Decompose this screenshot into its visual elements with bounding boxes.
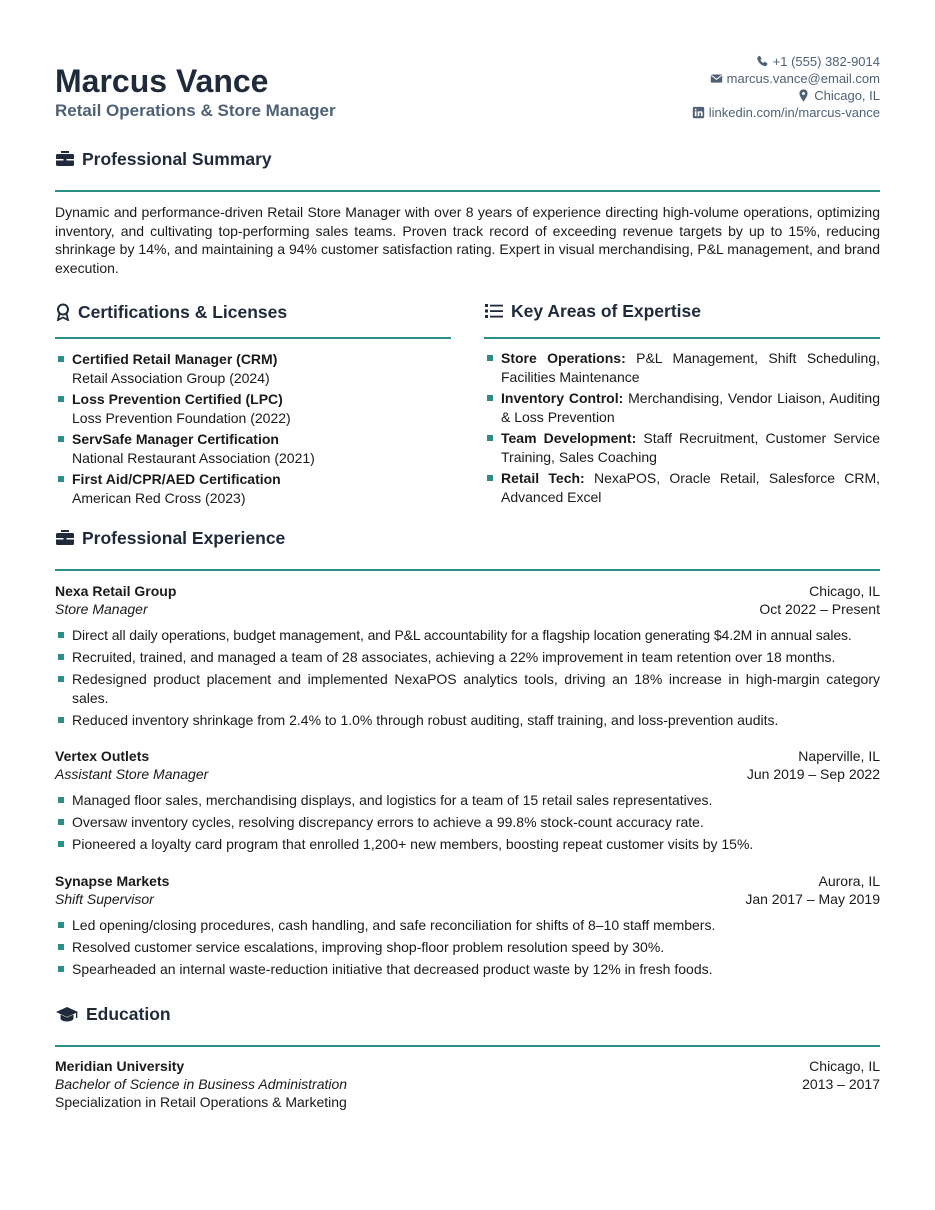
education-note: Specialization in Retail Operations & Marketing (55, 1094, 347, 1110)
job-role: Store Manager (55, 601, 148, 617)
summary-text: Dynamic and performance-driven Retail Store Manager with over 8 years of experience directing high-volume operations, optimizing inventory, and cultivating top-performing sales teams. Proven track record of exceeding revenue targets by up to 15%, reducing shrinkage by 14%, and maintaining a 94% customer satisfaction rating. Expert in visual merchandising, P&L management, and brand execution. (55, 204, 880, 276)
job-bullets (55, 791, 880, 854)
summary-rule (55, 190, 880, 192)
list-icon (484, 302, 504, 320)
envelope-icon (710, 72, 723, 85)
summary-title: Professional Summary (82, 148, 272, 169)
expertise-list (484, 349, 880, 509)
job-bullet: Oversaw inventory cycles, resolving discrepancy errors to achieve a 99.8% stock-count accuracy rate. (55, 813, 880, 832)
expertise-item (484, 469, 880, 506)
job-bullet: Reduced inventory shrinkage from 2.4% to 1.0% through robust auditing, staff training, and loss-prevention audits. (55, 711, 880, 730)
experience-heading (55, 526, 285, 550)
job-entry (55, 582, 880, 733)
expertise-title: Key Areas of Expertise (511, 300, 701, 321)
education-heading (55, 1002, 171, 1026)
expertise-text: Staff Recruitment, Customer Service Training, Sales Coaching (501, 430, 880, 465)
contact-phone[interactable] (692, 53, 880, 70)
linkedin-icon (692, 106, 705, 119)
location-pin-icon (797, 89, 810, 102)
expertise-text: Merchandising, Vendor Liaison, Auditing & Loss Prevention (501, 390, 881, 425)
cert-name: First Aid/CPR/AED Certification (72, 471, 281, 487)
cert-org: Loss Prevention Foundation (2022) (72, 409, 291, 426)
job-entry (55, 872, 880, 982)
school-location: Chicago, IL (809, 1058, 880, 1074)
job-location: Aurora, IL (818, 873, 880, 889)
expertise-label: Team Development: (501, 430, 637, 446)
cert-item (55, 350, 451, 387)
cert-item (55, 470, 451, 507)
expertise-text: P&L Management, Shift Scheduling, Facilities Maintenance (501, 350, 880, 385)
briefcase-icon (55, 529, 75, 547)
education-dates: 2013 – 2017 (802, 1076, 880, 1092)
job-bullet: Led opening/closing procedures, cash handling, and safe reconciliation for shifts of 8–10 staff members. (55, 916, 880, 935)
job-bullet: Pioneered a loyalty card program that enrolled 1,200+ new members, boosting repeat customer visits by 15%. (55, 835, 880, 854)
job-dates: Jun 2019 – Sep 2022 (746, 766, 880, 782)
certifications-heading (55, 300, 287, 324)
cert-org: National Restaurant Association (2021) (72, 449, 315, 466)
email-text: marcus.vance@email.com (726, 71, 880, 86)
job-bullet: Recruited, trained, and managed a team of 28 associates, achieving a 22% improvement in team retention over 18 months. (55, 648, 880, 667)
job-company: Nexa Retail Group (55, 583, 177, 599)
cert-item (55, 430, 451, 467)
education-entry (55, 1057, 880, 1111)
school-name: Meridian University (55, 1058, 185, 1074)
contact-block (692, 53, 880, 121)
job-company: Vertex Outlets (55, 748, 150, 764)
cert-org: American Red Cross (2023) (72, 489, 246, 506)
education-rule (55, 1045, 880, 1047)
job-dates: Jan 2017 – May 2019 (745, 891, 880, 907)
cert-name: Loss Prevention Certified (LPC) (72, 391, 283, 407)
job-entry (55, 747, 880, 857)
job-location: Chicago, IL (809, 583, 880, 599)
certifications-rule (55, 337, 451, 339)
cert-name: Certified Retail Manager (CRM) (72, 351, 278, 367)
expertise-heading (484, 299, 701, 323)
expertise-item (484, 349, 880, 386)
job-bullet: Redesigned product placement and implemented NexaPOS analytics tools, driving an 18% increase in high-margin category sales. (55, 670, 880, 707)
certifications-title: Certifications & Licenses (78, 301, 288, 322)
job-bullets (55, 916, 880, 979)
cert-item (55, 390, 451, 427)
briefcase-icon (55, 150, 75, 168)
phone-text: +1 (555) 382-9014 (772, 54, 880, 69)
expertise-item (484, 429, 880, 466)
graduation-cap-icon (55, 1005, 79, 1023)
expertise-item (484, 389, 880, 426)
cert-name: ServSafe Manager Certification (72, 431, 279, 447)
job-company: Synapse Markets (55, 873, 170, 889)
experience-title: Professional Experience (82, 527, 286, 548)
contact-location (692, 87, 880, 104)
location-text: Chicago, IL (814, 88, 880, 103)
expertise-rule (484, 337, 880, 339)
job-bullet: Managed floor sales, merchandising displays, and logistics for a team of 15 retail sales representatives. (55, 791, 880, 810)
candidate-title: Retail Operations & Store Manager (55, 101, 336, 120)
job-role: Assistant Store Manager (55, 766, 209, 782)
education-title: Education (86, 1003, 171, 1024)
degree: Bachelor of Science in Business Administration (55, 1076, 348, 1092)
job-dates: Oct 2022 – Present (759, 601, 880, 617)
candidate-name: Marcus Vance (55, 63, 269, 99)
expertise-label: Store Operations: (501, 350, 626, 366)
contact-linkedin[interactable] (692, 104, 880, 121)
linkedin-text: linkedin.com/in/marcus-vance (708, 105, 880, 120)
expertise-label: Inventory Control: (501, 390, 624, 406)
job-bullet: Resolved customer service escalations, improving shop-floor problem resolution speed by 30%. (55, 938, 880, 957)
contact-email[interactable] (692, 70, 880, 87)
certifications-list (55, 350, 451, 510)
award-ribbon-icon (55, 303, 71, 321)
job-bullets (55, 626, 880, 729)
cert-org: Retail Association Group (2024) (72, 369, 270, 386)
summary-heading (55, 147, 272, 171)
expertise-label: Retail Tech: (501, 470, 585, 486)
phone-icon (756, 55, 769, 68)
job-location: Naperville, IL (798, 748, 880, 764)
job-role: Shift Supervisor (55, 891, 154, 907)
experience-rule (55, 569, 880, 571)
job-bullet: Direct all daily operations, budget management, and P&L accountability for a flagship location generating $4.2M in annual sales. (55, 626, 880, 645)
expertise-text: NexaPOS, Oracle Retail, Salesforce CRM, Advanced Excel (501, 470, 881, 505)
job-bullet: Spearheaded an internal waste-reduction initiative that decreased product waste by 12% in fresh foods. (55, 960, 880, 979)
